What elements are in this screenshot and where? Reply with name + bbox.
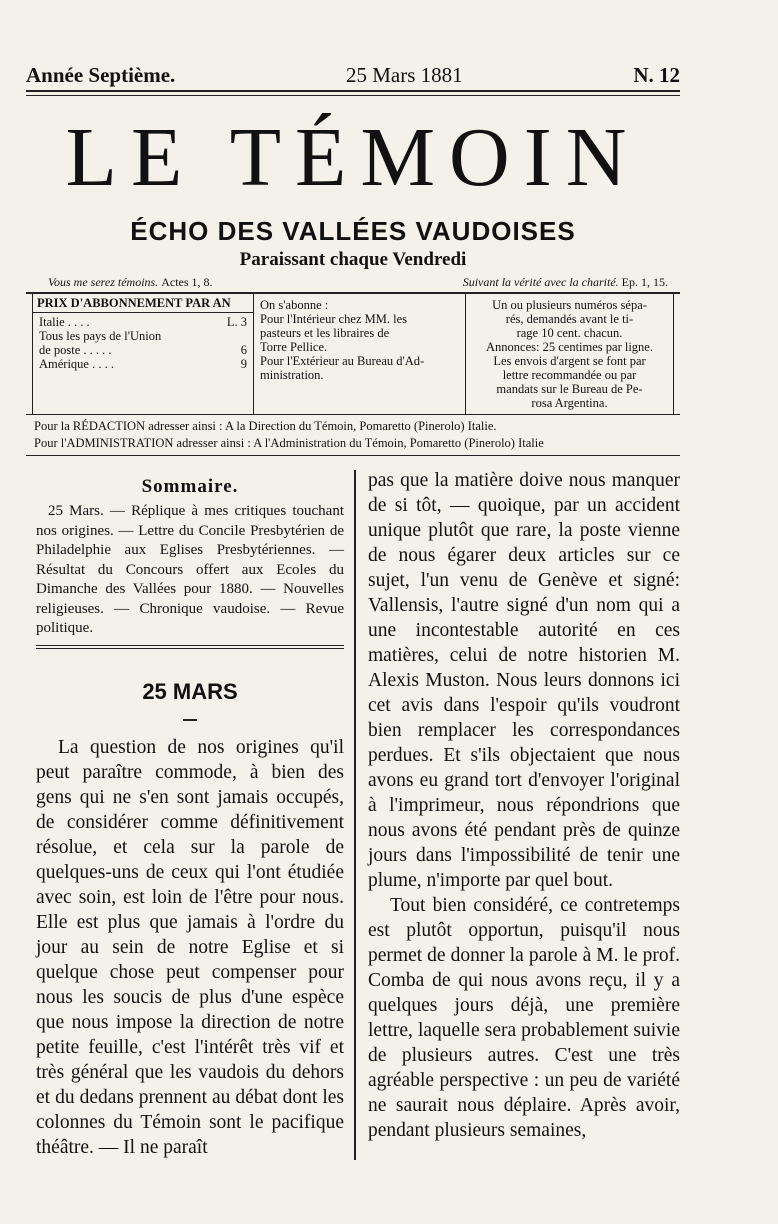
issue-number: N. 12 <box>633 63 680 87</box>
subscription-prices <box>32 294 254 414</box>
article-left-text: La question de nos origines qu'il peut paraître commode, à bien des gens qui ne s'en sont jamais occupés, de considérer comme définitivement résolue, et cela sur la parole de quelques-uns de ceux qui l'ont étudiée avec soin, est loin de l'être pour nous. Elle est plus que jamais à l'ordre du jour au sein de notre Eglise et si quelque chose peut compenser pour nous les soucis de plus d'une espèce que nous impose la direction de notre petite feuille, c'est l'intérêt très vif et très général que les vaudois du dehors et du dedans prennent au débat dont les colonnes du Témoin sont le pacifique théâtre. — Il ne paraît <box>36 736 344 1158</box>
article-title: 25 MARS <box>142 678 238 704</box>
article-right-text-1: pas que la matière doive nous manquer de si tôt, — quoique, par un accident unique plutôt que rare, la poste vienne de nous égarer deux articles sur ce sujet, l'un venu de Genève et signé: Vallensis, l'autre signé d'un nom qui a une incontestable autorité en ces matières, celui de notre historien M. Alexis Muston. Nous leurs donnons ici cet avis dans l'espoir qu'ils voudront bien remplacer les correspondances perdues. Et s'ils objectaient que nous avons eu grand tort d'envoyer l'original à l'imprimeur, nous répondrions que nous avons été pendant près de quinze jours dans l'impossibilité de tenir une plume, n'importe par quel bout. <box>368 470 680 891</box>
article-right-text-2: Tout bien considéré, ce contretemps est plutôt opportun, puisqu'il nous permet de donner la parole à M. le prof. Comba de qui nous avons reçu, il y a quelques jours déjà, une première lettre, laquelle sera probablement suivie de plusieurs autres. C'est une très agréable perspective : un peu de variété ne saurait nous déplaire. Après avoir, pendant plusieurs semaines, <box>368 895 680 1141</box>
prices-title: PRIX D'ABBONNEMENT PAR AN <box>33 294 253 313</box>
price-row: Amérique . . . . 9 <box>39 357 247 371</box>
issue-year: Année Septième. <box>26 63 176 87</box>
header-rule <box>26 90 680 96</box>
masthead-subtitle: ÉCHO DES VALLÉES VAUDOISES <box>130 216 576 246</box>
issue-date: 25 Mars 1881 <box>345 63 463 87</box>
right-column <box>360 470 680 1160</box>
title-dash <box>183 719 197 721</box>
column-separator <box>354 470 356 1160</box>
price-row: de poste . . . . . 6 <box>39 343 247 357</box>
subscribe-info: On s'abonne : Pour l'Intérieur chez MM. les pasteurs et les libraires de Torre Pellice. Pour l'Extérieur au Bureau d'Ad- ministration. <box>254 294 466 414</box>
redaction-address: Pour la RÉDACTION adresser ainsi : A la Direction du Témoin, Pomaretto (Pinerolo) Italie. <box>34 419 497 433</box>
sommaire-title: Sommaire. <box>141 476 239 497</box>
left-column <box>26 470 350 1160</box>
address-block <box>26 415 680 456</box>
sommaire-rule <box>36 645 344 649</box>
administration-address: Pour l'ADMINISTRATION adresser ainsi : A l'Administration du Témoin, Pomaretto (Pinerolo) Italie <box>34 436 544 450</box>
publication-frequency: Paraissant chaque Vendredi <box>239 249 467 270</box>
price-row: Italie . . . . L. 3 <box>39 315 247 329</box>
motto-right: Suivant la vérité avec la charité. Ep. 1, 15. <box>462 275 668 289</box>
sommaire-text: 25 Mars. — Réplique à mes critiques touchant nos origines. — Lettre du Concile Presbytérien de Philadelphie aux Eglises Presbytériennes. — Résultat du Concours offert aux Ecoles du Dimanche des Vallées pour 1880. — Nouvelles religieuses. — Chronique vaudoise. — Revue politique. <box>36 503 344 636</box>
article-body <box>26 470 680 1160</box>
masthead-title: LE TÉMOIN <box>65 111 641 204</box>
mottos <box>26 274 680 290</box>
price-row: Tous les pays de l'Union <box>39 329 162 343</box>
notice-info: Un ou plusieurs numéros sépa- rés, demandés avant le ti- rage 10 cent. chacun. Annonces: 25 centimes par ligne. Les envois d'argent se font par lettre recommandée ou par mandats sur le Bureau de Pe- rosa Argentina. <box>466 294 674 414</box>
issue-header <box>26 62 680 88</box>
newspaper-page <box>26 62 680 1160</box>
subscription-box <box>26 292 680 456</box>
motto-left: Vous me serez témoins. Actes 1, 8. <box>48 275 213 289</box>
